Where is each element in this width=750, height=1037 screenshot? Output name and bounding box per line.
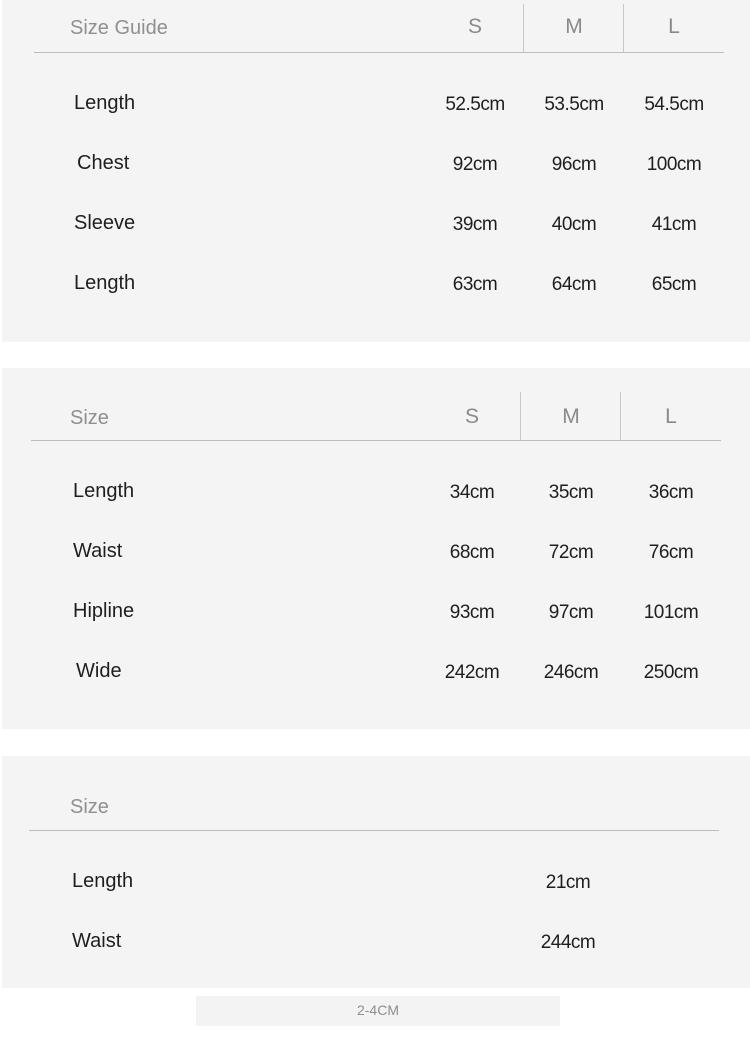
cell-s: 68cm <box>449 542 495 563</box>
cell-s: 52.5cm <box>445 94 505 115</box>
table-header <box>2 0 750 52</box>
cell-m: 97cm <box>548 602 594 623</box>
cell-l: 41cm <box>651 214 697 235</box>
size-column-m: M <box>562 405 580 428</box>
size-column-m: M <box>565 15 583 38</box>
table-row <box>2 870 750 910</box>
table-title: Size Guide <box>70 17 168 39</box>
row-label: Sleeve <box>74 212 136 234</box>
footer-note-strip <box>196 996 560 1026</box>
row-label: Length <box>74 272 136 294</box>
table-row <box>2 540 750 580</box>
header-divider <box>31 440 721 441</box>
header-divider <box>34 52 724 53</box>
cell-m: 72cm <box>548 542 594 563</box>
size-column-l: L <box>665 405 677 428</box>
cell-value: 244cm <box>540 932 596 953</box>
row-label: Wide <box>76 660 122 682</box>
cell-m: 64cm <box>551 274 597 295</box>
table-row <box>2 660 750 700</box>
column-divider <box>623 4 624 52</box>
size-column-s: S <box>464 405 479 428</box>
column-divider <box>520 392 521 440</box>
table-title: Size <box>70 796 109 818</box>
row-label: Chest <box>77 152 130 174</box>
cell-s: 92cm <box>452 154 498 175</box>
table-row <box>2 272 750 312</box>
cell-s: 34cm <box>449 482 495 503</box>
cell-s: 39cm <box>452 214 498 235</box>
row-label: Waist <box>72 930 122 952</box>
row-label: Length <box>73 480 135 502</box>
cell-l: 54.5cm <box>644 94 704 115</box>
cell-l: 250cm <box>643 662 699 683</box>
size-column-l: L <box>668 15 680 38</box>
table-row <box>2 212 750 252</box>
table-header <box>2 390 750 442</box>
table-row <box>2 600 750 640</box>
column-divider <box>523 4 524 52</box>
cell-l: 76cm <box>648 542 694 563</box>
cell-l: 36cm <box>648 482 694 503</box>
table-row <box>2 480 750 520</box>
footer-note: 2-4CM <box>356 1002 399 1018</box>
cell-m: 35cm <box>548 482 594 503</box>
cell-m: 53.5cm <box>544 94 604 115</box>
cell-l: 101cm <box>643 602 699 623</box>
header-divider <box>29 830 719 831</box>
cell-l: 100cm <box>646 154 702 175</box>
table-row <box>2 92 750 132</box>
row-label: Length <box>74 92 136 114</box>
cell-s: 93cm <box>449 602 495 623</box>
table-title: Size <box>70 407 109 429</box>
skirt-size-table <box>2 368 750 729</box>
cell-s: 63cm <box>452 274 498 295</box>
table-row <box>2 930 750 970</box>
table-row <box>2 152 750 192</box>
cell-m: 40cm <box>551 214 597 235</box>
table-header <box>2 780 750 832</box>
top-size-table <box>2 0 750 342</box>
cell-m: 246cm <box>543 662 599 683</box>
column-divider <box>620 392 621 440</box>
row-label: Hipline <box>73 600 135 622</box>
cell-m: 96cm <box>551 154 597 175</box>
row-label: Waist <box>73 540 123 562</box>
row-label: Length <box>72 870 134 892</box>
accessory-size-table <box>2 756 750 988</box>
cell-value: 21cm <box>545 872 591 893</box>
cell-s: 242cm <box>444 662 500 683</box>
cell-l: 65cm <box>651 274 697 295</box>
size-column-s: S <box>467 15 482 38</box>
